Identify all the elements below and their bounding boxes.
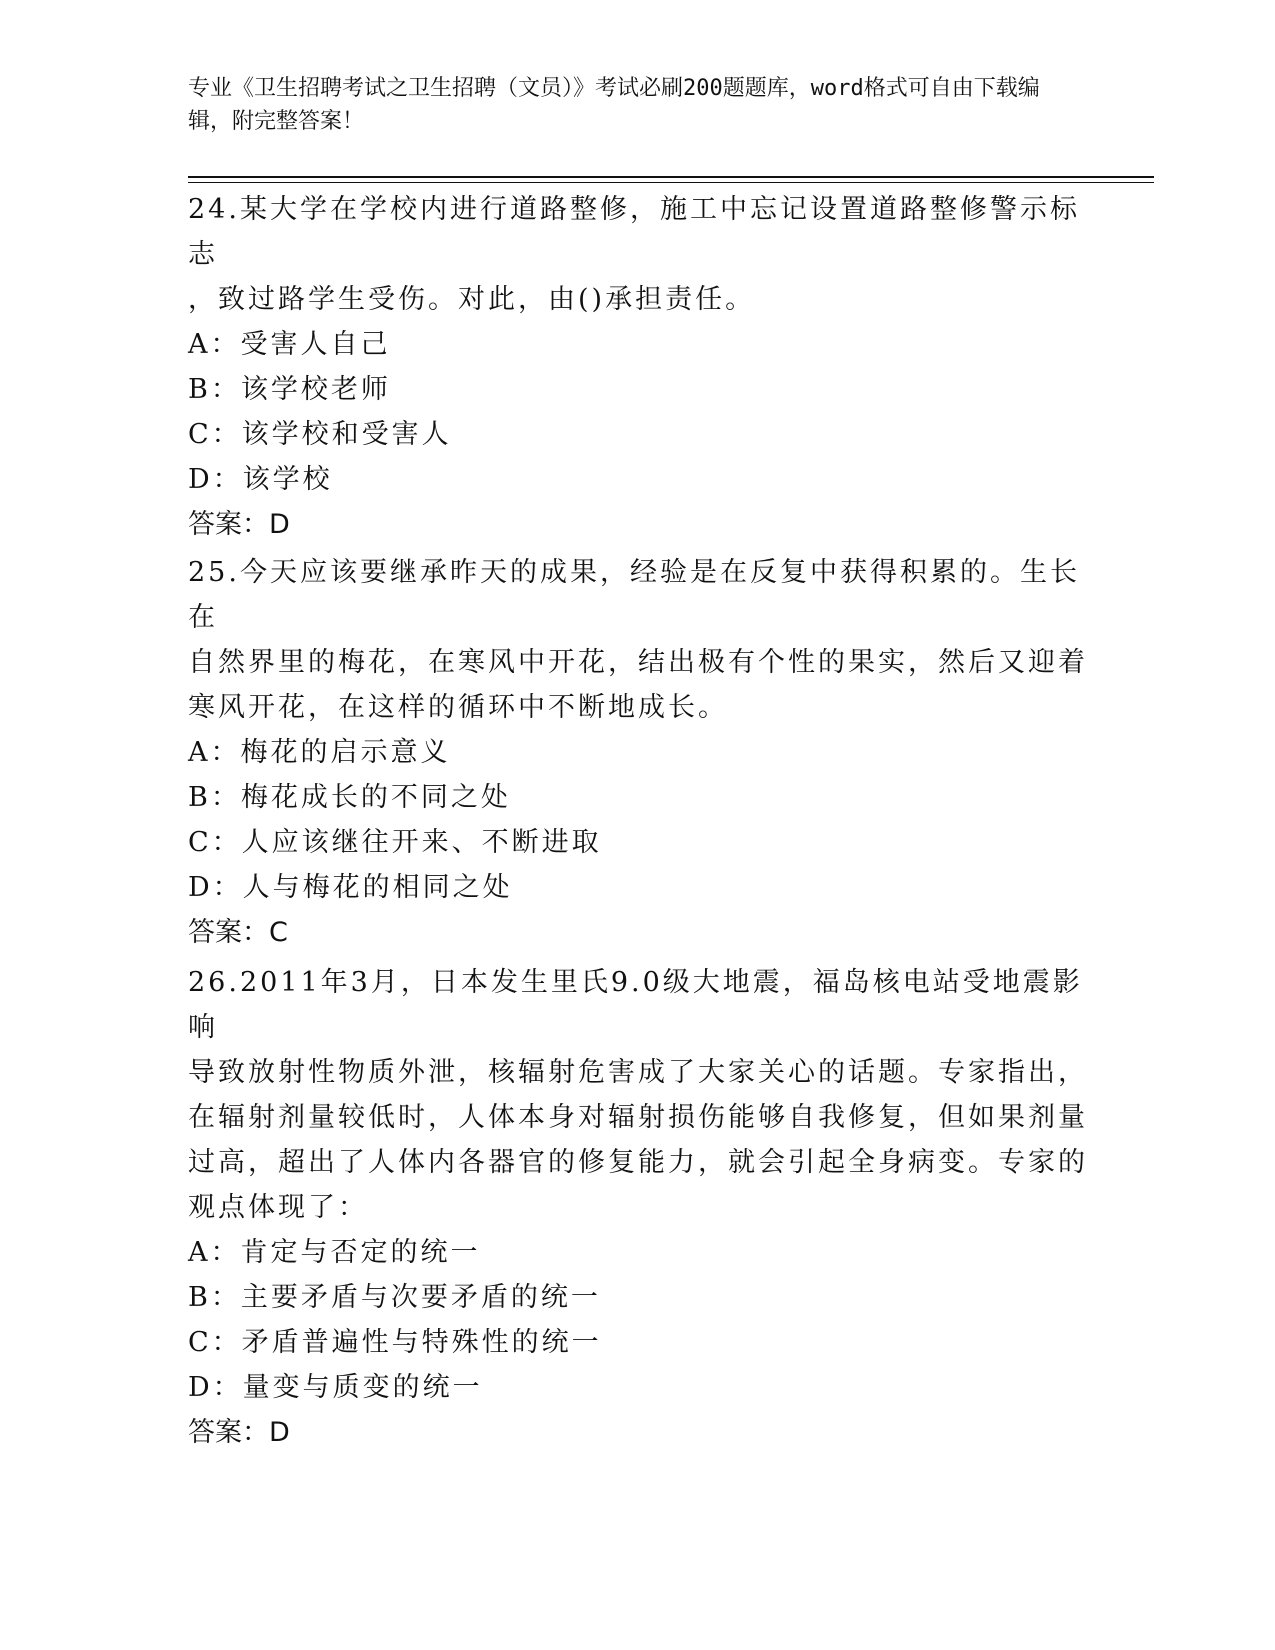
question-24 xyxy=(188,187,1088,547)
question-stem-line: 24.某大学在学校内进行道路整修，施工中忘记设置道路整修警示标志 xyxy=(188,194,1080,270)
header-title: 专业《卫生招聘考试之卫生招聘（文员）》考试必刷200题题库，word格式可自由下载编辑，附完整答案！ xyxy=(188,76,1040,134)
option-b: B：梅花成长的不同之处 xyxy=(188,782,511,813)
option-b: B：主要矛盾与次要矛盾的统一 xyxy=(188,1282,601,1313)
option-a: A：肯定与否定的统一 xyxy=(188,1237,481,1268)
question-stem-line: 25.今天应该要继承昨天的成果，经验是在反复中获得积累的。生长在 xyxy=(188,557,1080,633)
question-stem-line: 在辐射剂量较低时，人体本身对辐射损伤能够自我修复，但如果剂量 xyxy=(188,1102,1088,1133)
option-d: D：量变与质变的统一 xyxy=(188,1372,483,1403)
question-26 xyxy=(188,960,1088,1455)
option-c: C：人应该继往开来、不断进取 xyxy=(188,827,602,858)
option-a: A：受害人自己 xyxy=(188,329,391,360)
question-25 xyxy=(188,550,1088,955)
question-stem-line: 自然界里的梅花，在寒风中开花，结出极有个性的果实，然后又迎着 xyxy=(188,647,1088,678)
option-d: D：人与梅花的相同之处 xyxy=(188,872,513,903)
option-d: D：该学校 xyxy=(188,464,333,495)
answer: 答案：D xyxy=(188,509,290,540)
question-stem-line: ，致过路学生受伤。对此，由()承担责任。 xyxy=(188,284,756,315)
question-stem-line: 观点体现了： xyxy=(188,1192,368,1223)
question-stem-line: 26.2011年3月，日本发生里氏9.0级大地震，福岛核电站受地震影响 xyxy=(188,967,1083,1043)
header-rule-thick xyxy=(188,176,1154,178)
option-c: C：矛盾普遍性与特殊性的统一 xyxy=(188,1327,602,1358)
document-header xyxy=(188,72,1068,138)
option-c: C：该学校和受害人 xyxy=(188,419,452,450)
header-rule-thin xyxy=(188,182,1154,183)
option-a: A：梅花的启示意义 xyxy=(188,737,451,768)
question-stem-line: 寒风开花，在这样的循环中不断地成长。 xyxy=(188,692,728,723)
option-b: B：该学校老师 xyxy=(188,374,391,405)
question-stem-line: 过高，超出了人体内各器官的修复能力，就会引起全身病变。专家的 xyxy=(188,1147,1088,1178)
question-stem-line: 导致放射性物质外泄，核辐射危害成了大家关心的话题。专家指出， xyxy=(188,1057,1088,1088)
answer: 答案：C xyxy=(188,917,288,948)
answer: 答案：D xyxy=(188,1417,290,1448)
